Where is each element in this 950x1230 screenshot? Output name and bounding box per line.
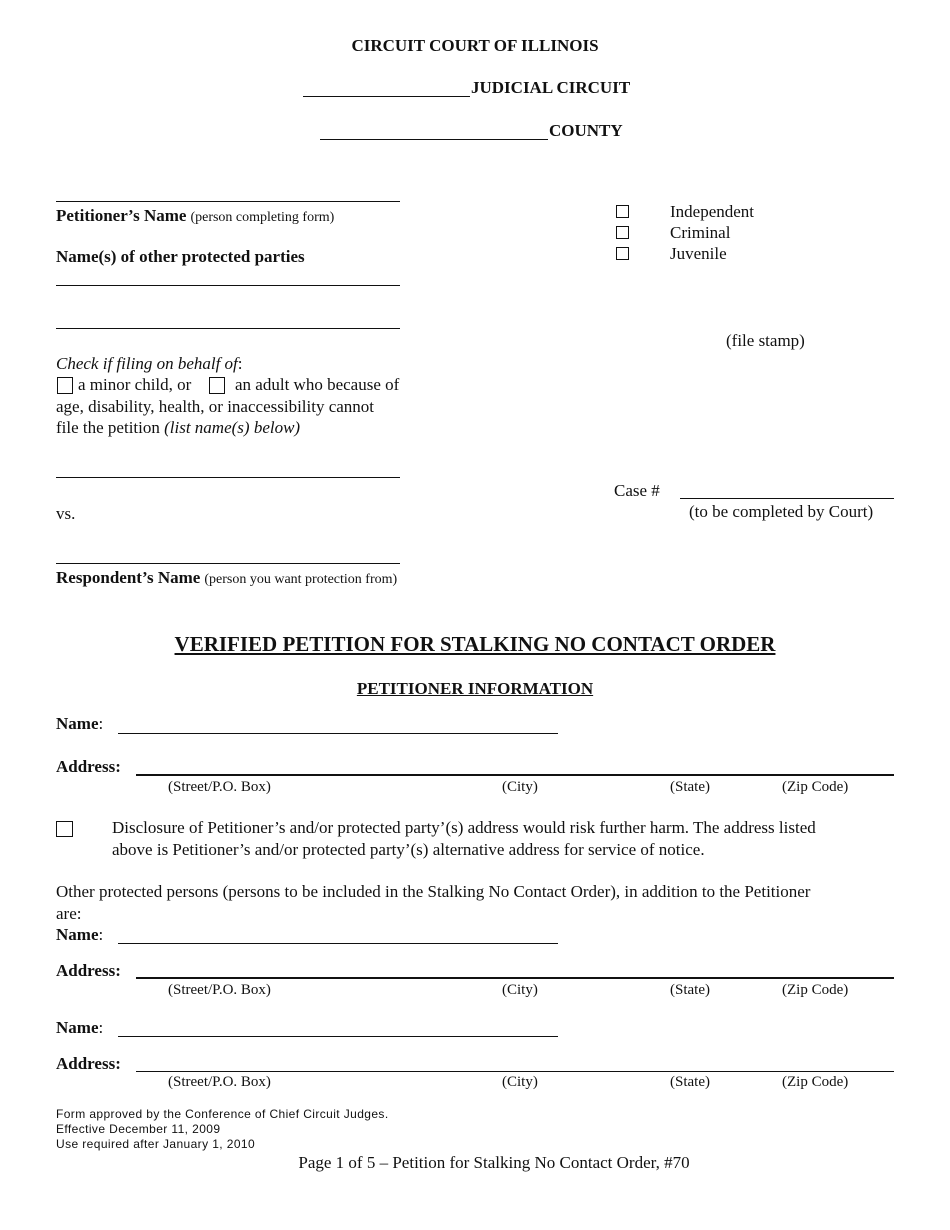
- behalf-intro-text: Check if filing on behalf of: [56, 354, 238, 373]
- footer-required: Use required after January 1, 2010: [56, 1137, 256, 1151]
- name-label-text: Name: [56, 1018, 99, 1037]
- street-caption: (Street/P.O. Box): [168, 982, 271, 998]
- street-caption: (Street/P.O. Box): [168, 779, 271, 795]
- behalf-intro: [56, 354, 243, 374]
- other-persons-line-2: are:: [56, 904, 82, 923]
- behalf-list-note: (list name(s) below): [164, 418, 301, 437]
- other-protected-line-1[interactable]: [56, 285, 400, 286]
- city-caption: (City): [502, 1074, 538, 1090]
- other-person-2-name-label: [56, 1018, 103, 1038]
- zip-caption: (Zip Code): [782, 982, 849, 998]
- footer-effective: Effective December 11, 2009: [56, 1122, 221, 1136]
- city-caption: (City): [502, 779, 538, 795]
- case-number-line[interactable]: [680, 498, 894, 499]
- case-type-criminal: Criminal: [670, 223, 731, 242]
- petitioner-info-address-line[interactable]: [136, 774, 894, 776]
- juvenile-checkbox[interactable]: [616, 247, 629, 260]
- other-person-1-name-label: [56, 925, 103, 945]
- other-person-2-address-label: [56, 1054, 121, 1074]
- state-caption: (State): [670, 982, 710, 998]
- county-blank[interactable]: [320, 139, 548, 140]
- case-type-independent: Independent: [670, 202, 755, 221]
- behalf-minor-label: a minor child, or: [78, 375, 192, 394]
- disclosure-line-1: Disclosure of Petitioner’s and/or protected party’(s) address would risk further harm. The address listed: [112, 818, 816, 837]
- other-protected-line-2[interactable]: [56, 328, 400, 329]
- respondent-name-line[interactable]: [56, 563, 400, 564]
- name-label-text: Name: [56, 714, 99, 733]
- county-label: COUNTY: [549, 121, 623, 140]
- address-colon: :: [115, 1054, 121, 1073]
- section-heading: PETITIONER INFORMATION: [356, 679, 594, 698]
- petitioner-info-address-label: [56, 757, 121, 777]
- address-label-text: Address: [56, 961, 116, 980]
- other-persons-line-1: Other protected persons (persons to be included in the Stalking No Contact Order), in addition to the Petitioner: [56, 882, 811, 901]
- state-caption: (State): [670, 779, 710, 795]
- respondent-name-label: Respondent’s Name: [56, 568, 201, 587]
- footer-page-number: Page 1 of 5 – Petition for Stalking No Contact Order, #70: [298, 1153, 690, 1172]
- behalf-line-3-text: file the petition: [56, 418, 160, 437]
- state-caption: (State): [670, 1074, 710, 1090]
- zip-caption: (Zip Code): [782, 779, 849, 795]
- other-person-1-address-label: [56, 961, 121, 981]
- petitioner-name-caption: [56, 206, 334, 226]
- street-caption: (Street/P.O. Box): [168, 1074, 271, 1090]
- case-number-label: Case #: [614, 481, 660, 500]
- petitioner-info-name-line[interactable]: [118, 733, 558, 734]
- other-person-1-name-line[interactable]: [118, 943, 558, 944]
- behalf-line-2: age, disability, health, or inaccessibility cannot: [56, 397, 375, 416]
- address-colon: :: [115, 757, 121, 776]
- case-type-juvenile: Juvenile: [670, 244, 727, 263]
- name-colon: :: [98, 1018, 104, 1037]
- petitioner-info-name-label: [56, 714, 103, 734]
- criminal-checkbox[interactable]: [616, 226, 629, 239]
- footer-approved: Form approved by the Conference of Chief Circuit Judges.: [56, 1107, 389, 1121]
- behalf-adult-checkbox[interactable]: [209, 377, 225, 394]
- behalf-line-3: [56, 418, 300, 438]
- name-label-text: Name: [56, 925, 99, 944]
- respondent-name-note: (person you want protection from): [204, 572, 398, 587]
- address-colon: :: [115, 961, 121, 980]
- other-person-2-address-line[interactable]: [136, 1071, 894, 1072]
- name-colon: :: [98, 925, 104, 944]
- other-person-1-address-line[interactable]: [136, 977, 894, 979]
- disclosure-line-2: above is Petitioner’s and/or protected party’(s) alternative address for service of notice.: [112, 840, 705, 859]
- judicial-circuit-label: JUDICIAL CIRCUIT: [471, 78, 631, 97]
- document-title: VERIFIED PETITION FOR STALKING NO CONTACT ORDER: [174, 632, 776, 656]
- petitioner-name-line[interactable]: [56, 201, 400, 202]
- name-colon: :: [98, 714, 104, 733]
- independent-checkbox[interactable]: [616, 205, 629, 218]
- other-person-2-name-line[interactable]: [118, 1036, 558, 1037]
- case-number-note: (to be completed by Court): [689, 502, 874, 521]
- behalf-names-line[interactable]: [56, 477, 400, 478]
- zip-caption: (Zip Code): [782, 1074, 849, 1090]
- address-label-text: Address: [56, 1054, 116, 1073]
- behalf-minor-checkbox[interactable]: [57, 377, 73, 394]
- petitioner-name-note: (person completing form): [190, 210, 335, 225]
- file-stamp-label: (file stamp): [726, 331, 805, 350]
- city-caption: (City): [502, 982, 538, 998]
- disclosure-checkbox[interactable]: [56, 821, 73, 837]
- circuit-blank[interactable]: [303, 96, 470, 97]
- address-label-text: Address: [56, 757, 116, 776]
- behalf-adult-label: an adult who because of: [235, 375, 400, 394]
- behalf-colon: :: [237, 354, 243, 373]
- other-protected-label: Name(s) of other protected parties: [56, 247, 305, 266]
- court-title: CIRCUIT COURT OF ILLINOIS: [351, 36, 599, 55]
- respondent-name-caption: [56, 568, 397, 588]
- petitioner-name-label: Petitioner’s Name: [56, 206, 187, 225]
- vs-label: vs.: [56, 504, 76, 523]
